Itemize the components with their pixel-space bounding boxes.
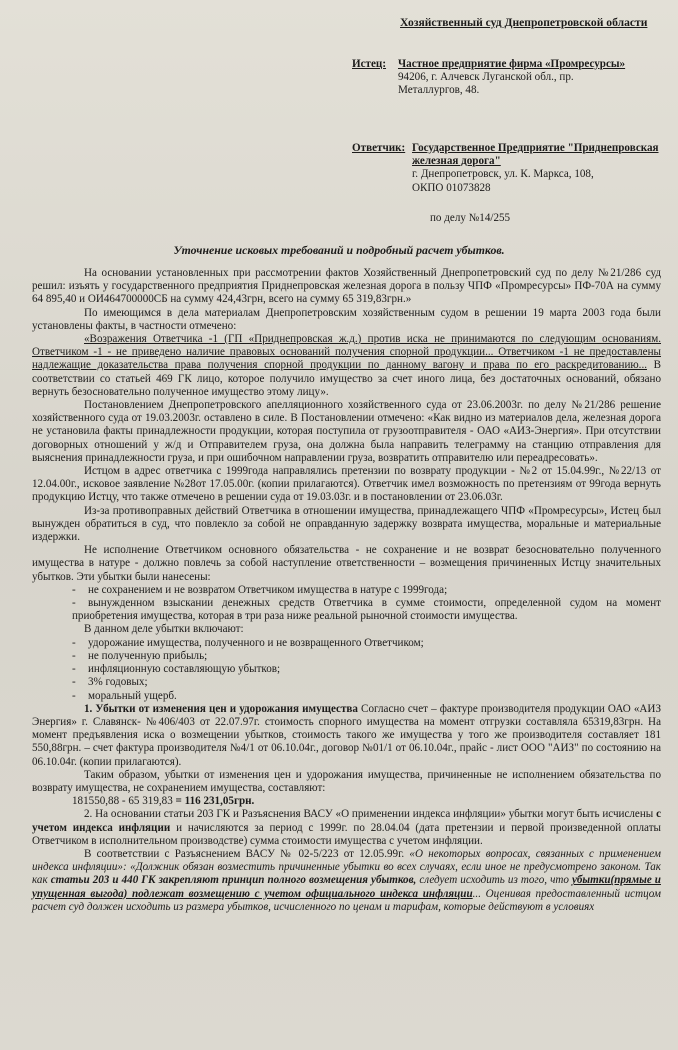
- section-2-text-c: и начисляются за период с 1999г. по 28.04.04 (дата претензии и первой произведенной оплаты Ответчиком в исполнительном производстве) сумма стоимости имущества с учетом инфляции.: [32, 821, 661, 847]
- calculation-result: = 116 231,05грн.: [175, 795, 255, 808]
- document-body: [32, 267, 661, 914]
- court-quote-underlined: «Возражения Ответчика -1 (ГП «Приднепровская ж.д.) против иска не принимаются по следующим основаниям. Ответчиком -1 - не приведено наличие правовых оснований получения спорной продукции... Ответчиком -1 не предоставлены надлежащие доказательства права получения спорной продукции по данному вагону и права по его раскредитованию...: [32, 333, 661, 372]
- section-2-inflation: [32, 808, 661, 848]
- list-item: - 3% годовых;: [72, 676, 148, 689]
- defendant-block: [352, 142, 672, 195]
- paragraph-nonperformance: Не исполнение Ответчиком основного обязательства - не сохранение и не возврат безосновательно полученного имущества в натуре - должно повлечь за собой наступление ответственности – возмещения причиненных Истцу значительных убытков. Эти убытки были нанесены:: [32, 544, 661, 583]
- plaintiff-address-line-1: 94206, г. Алчевск Луганской обл., пр.: [398, 71, 574, 84]
- section-2-text-a: 2. На основании статьи 203 ГК и Разъяснения ВАСУ «О применении индекса инфляции» убытки могут быть исчислены: [84, 808, 654, 821]
- case-number: по делу №14/255: [430, 212, 511, 224]
- document-title: Уточнение исковых требований и подробный расчет убытков.: [173, 243, 505, 257]
- losses-list: [32, 637, 661, 703]
- vasu-text-d: следует исходить из того, что: [419, 874, 569, 887]
- plaintiff-label: Истец:: [352, 58, 387, 70]
- vasu-text-b: «О некоторых вопросах, связанных с применением индекса инфляции»: «Должник обязан возместить причиненные убытки во всех случаях, если иное не предусмотрено законом. Так как: [32, 847, 662, 887]
- calculation-line: [32, 795, 661, 808]
- paragraph-decision: На основании установленных при рассмотрении фактов Хозяйственный Днепропетровский суд по делу №21/286 суд решил: изъять у государственного предприятия Приднепровская железная дорога в пользу ЧПФ «Промресурсы» ПФ-70А на сумму 64 895,40 и ОИ464700000СБ на сумму 424,43грн, всего на сумму 65 319,83грн.»: [32, 267, 661, 306]
- calculation-expression: 181550,88 - 65 319,83: [72, 795, 173, 808]
- paragraph-total-losses: Таким образом, убытки от изменения цен и удорожания имущества, причиненные не исполнением обязательства по возврату имущества, не сохранением имущества, составляют:: [32, 768, 661, 794]
- damages-causes-list: [32, 584, 661, 624]
- paragraph-court-quote: [32, 333, 661, 399]
- vasu-text-a: В соответствии с Разъяснением ВАСУ № 02-5/223 от 12.05.99г.: [84, 847, 405, 860]
- court-quote-rest: В соответствии со статьей 469 ГК лицо, которое получило имущество за счет иного лица, без достаточных оснований, обязано вернуть безосновательно полученное имущество этому лицу».: [32, 359, 662, 398]
- plaintiff-name: Частное предприятие фирма «Промресурсы»: [398, 58, 626, 70]
- court-name: Хозяйственный суд Днепропетровской области: [400, 16, 648, 29]
- vasu-text-c: статьи 203 и 440 ГК закрепляют принцип полного возмещения убытков,: [50, 874, 417, 887]
- defendant-label: Ответчик:: [352, 142, 406, 154]
- paragraph-facts-intro: По имеющимся в дела материалам Днепропетровским хозяйственным судом в решении 19 марта 2003 года были установлены факты, в частности отмечено:: [32, 306, 661, 332]
- defendant-address: г. Днепропетровск, ул. К. Маркса, 108,: [412, 168, 594, 181]
- vasu-text-e: убытки(прямые и упущенная выгода) подлежат возмещению с учетом официального индекса инфляции: [32, 874, 661, 900]
- plaintiff-address-line-2: Металлургов, 48.: [398, 84, 480, 97]
- list-item: - не сохранением и не возвратом Ответчиком имущества в натуре с 1999года;: [72, 583, 448, 596]
- section-1-heading: 1. Убытки от изменения цен и удорожания имущества: [84, 702, 358, 715]
- section-1-price-changes: [32, 703, 661, 769]
- plaintiff-block: [352, 58, 672, 98]
- list-item: - моральный ущерб.: [72, 689, 177, 702]
- paragraph-appeal-ruling: Постановлением Днепропетровского апелляционного хозяйственного суда от 23.06.2003г. по делу №21/286 решение хозяйственного суда от 19.03.2003г. оставлено в силе. В Постановлении отмечено: «Как видно из материалов дела, железная дорога не установила факты принадлежности продукции, которая поступила от грузоотправителя - ОАО «АИЗ-Энергия». При отсутствии договорных отношений у ж/д и Отправителем груза, она должна была направить телеграмму на станцию отправления для выяснения принадлежности груза, и при ошибочном направлении груза, возвратить отправителю или переадресовать».: [32, 399, 661, 464]
- section-2-emphasis: с учетом индекса инфляции: [32, 808, 661, 834]
- defendant-name: Государственное Предприятие "Приднепровская железная дорога": [412, 142, 659, 168]
- paragraph-losses-include: В данном деле убытки включают:: [84, 623, 244, 636]
- list-item: - не полученную прибыль;: [72, 649, 208, 662]
- list-item: - вынужденном взыскании денежных средств Ответчика в сумме стоимости, определенной судом на момент приобретения имущества, которая в три раза ниже реальной рыночной стоимости имущества.: [72, 597, 661, 623]
- list-item: - удорожание имущества, полученного и не возвращенного Ответчиком;: [72, 636, 424, 649]
- paragraph-vasu-clarification: [32, 848, 661, 914]
- paragraph-claims: Истцом в адрес ответчика с 1999года направлялись претензии по возврату продукции - №2 от 15.04.99г., №22/13 от 12.04.00г., исковое заявление №28от 17.05.00г. (копии прилагаются). Ответчик имел возможность по претензиям от 99года вернуть продукцию Истцу, что также отмечено в решении суда от 19.03.03г. и в постановлении от 23.06.03г.: [32, 465, 661, 504]
- vasu-text-f: ... Оценивая предоставленный истцом расчет суд должен исходить из размера убытков, исчисленного по ценам и тарифам, которые действуют в условиях: [32, 887, 662, 913]
- section-1-text: Согласно счет – фактуре производителя продукции ОАО «АИЗ Энергия» г. Славянск- №406/403 от 22.07.97г. стоимость спорного имущества на момент отгрузки составляла 65319,83грн. На момент предъявления иска о возмещении убытков, стоимость такого же имущества у того же производителя составляет 181 550,88грн. – счет фактура производителя №4/1 от 06.10.04г., договор №01/1 от 06.10.04г., прайс - лист ООО "АИЗ" по состоянию на 06.10.04г. (копии прилагаются).: [32, 702, 661, 768]
- defendant-okpo: ОКПО 01073828: [412, 181, 491, 194]
- paragraph-unlawful-actions: Из-за противоправных действий Ответчика в отношении имущества, принадлежащего ЧПФ «Промресурсы», Истец был вынужден обратиться в суд, что повлекло за собой не оправданную задержку возврата имущества, моральные и материальные издержки.: [32, 504, 661, 544]
- list-item: - инфляционную составляющую убытков;: [72, 663, 281, 676]
